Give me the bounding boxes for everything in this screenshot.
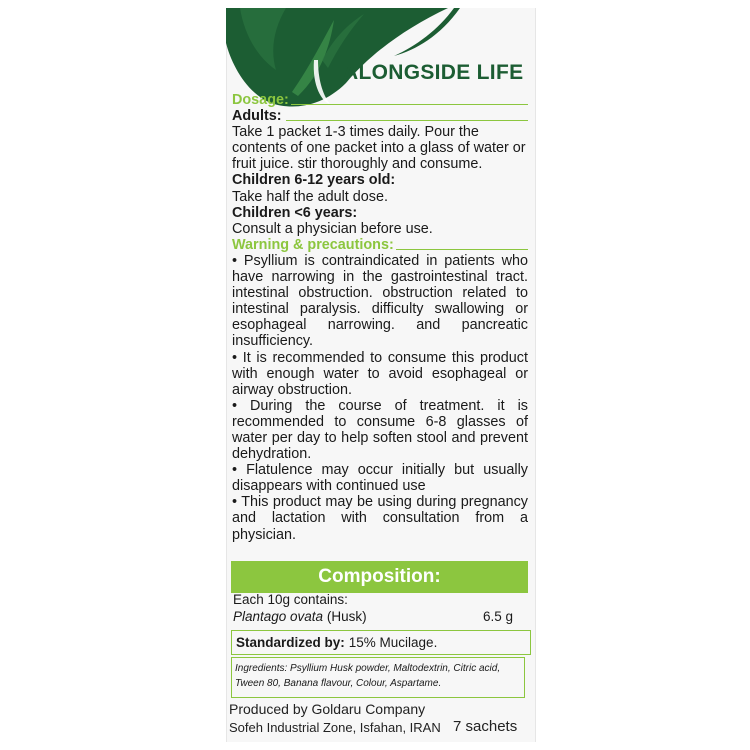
divider <box>396 249 528 250</box>
adults-label-text: Adults: <box>232 108 282 125</box>
standardized-value: 15% Mucilage. <box>348 635 438 650</box>
producer-text: Produced by Goldaru Company <box>229 701 426 717</box>
children-6-12-text: Take half the adult dose. <box>232 188 389 205</box>
children-under6-label: Children <6 years: <box>232 204 358 221</box>
ingredients-text: Ingredients: Psyllium Husk powder, Maltodextrin, Citric acid, Tween 80, Banana flavour, Colour, Aspartame. <box>235 663 501 689</box>
address-text: Sofeh Industrial Zone, Isfahan, IRAN <box>229 720 441 735</box>
children-under6-text: Consult a physician before use. <box>232 220 433 237</box>
brand-tagline: ALONGSIDE LIFE <box>343 61 524 84</box>
adults-text: Take 1 packet 1-3 times daily. Pour the contents of one packet into a glass of water or fruit juice. stir thoroughly and consume. <box>232 124 526 173</box>
ingredients-box <box>231 657 525 698</box>
warning-item: • Psyllium is contraindicated in patients who have narrowing in the gastrointestinal tract. intestinal obstruction. obstruction related to intestinal paralysis. difficulty swallowing or esophageal narrowing. and pancreatic insufficiency. <box>232 252 528 350</box>
divider <box>286 120 528 121</box>
dosage-heading <box>232 92 528 108</box>
composition-item-part: (Husk) <box>326 609 367 624</box>
children-6-12-label: Children 6-12 years old: <box>232 172 396 189</box>
standardized-label: Standardized by: <box>236 635 345 650</box>
warnings-heading-text: Warning & precautions: <box>232 236 394 253</box>
adults-label <box>232 108 528 124</box>
warning-item: • It is recommended to consume this product with enough water to avoid esophageal or airway obstruction. <box>232 349 528 398</box>
warnings-heading <box>232 237 528 253</box>
quantity-text: 7 sachets <box>453 718 518 735</box>
warning-item: • Flatulence may occur initially but usually disappears with continued use <box>232 462 528 495</box>
composition-each: Each 10g contains: <box>233 592 348 607</box>
warning-item: • This product may be using during pregnancy and lactation with consultation from a physician. <box>232 494 528 543</box>
divider <box>291 104 528 105</box>
composition-item <box>233 609 367 624</box>
label-text <box>232 92 528 543</box>
composition-heading: Composition: <box>231 561 528 593</box>
composition-item-amount: 6.5 g <box>483 609 514 624</box>
composition-item-latin: Plantago ovata <box>233 609 324 624</box>
dosage-heading-text: Dosage: <box>232 92 289 108</box>
warning-item: • During the course of treatment. it is recommended to consume 6-8 glasses of water per day to help soften stool and prevent dehydration. <box>232 397 528 463</box>
standardized-box <box>231 630 531 655</box>
